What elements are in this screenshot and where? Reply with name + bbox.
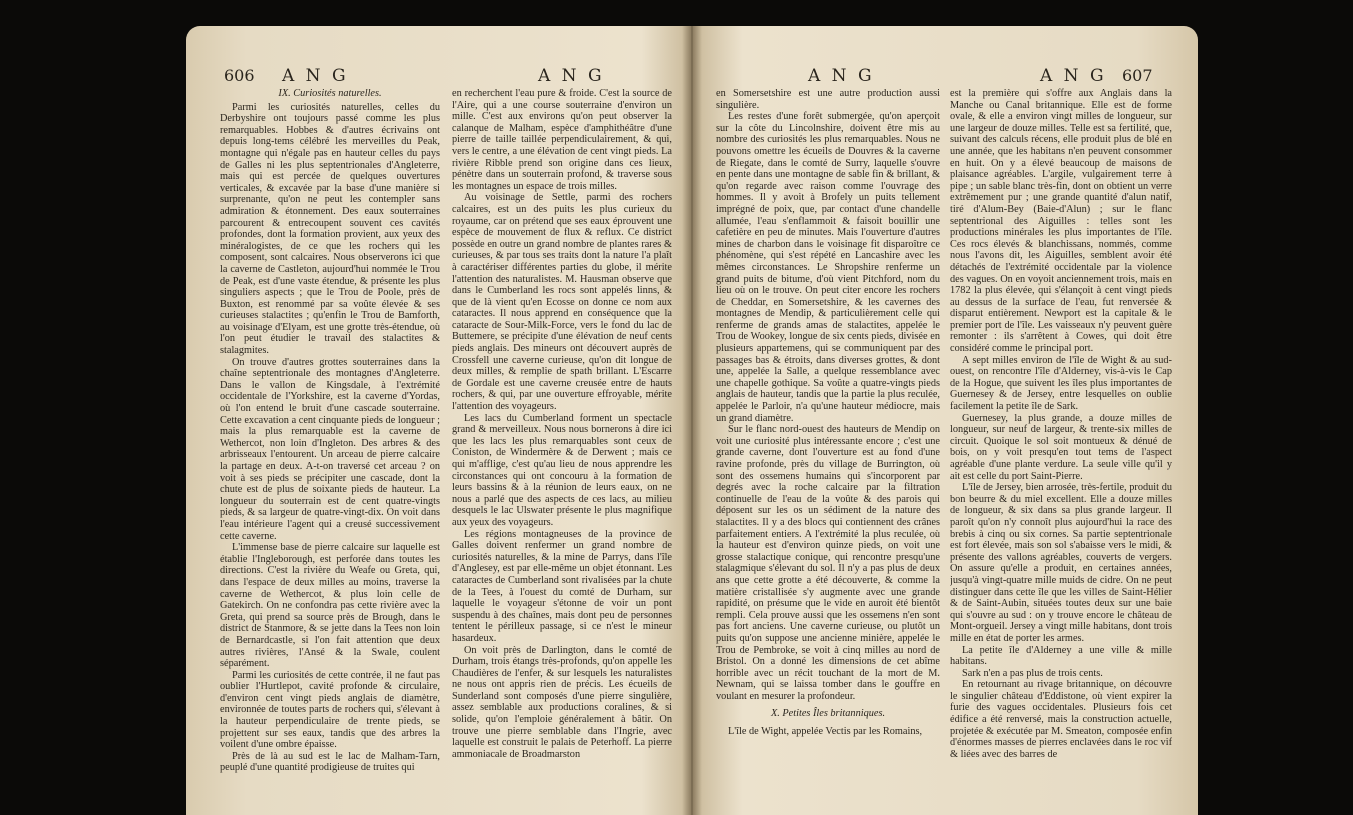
paragraph: Parmi les curiosités naturelles, celles du Derbyshire ont toujours passé comme les plus remarquables. Hobbes & d'autres écrivains ont depuis long-tems célébré les merveilles du Peak, montagne qui n'égale pas en hauteur celles du pays de Galles ni les plus septentrionales d'Angleterre, mais qui est percée de quelques ouvertures verticales, & excavée par la base d'une manière si surprenante, qu'on ne peut les contempler sans admiration & étonnement. Des eaux souterraines parcourent & entrecoupent souvent ces cavités profondes, dont la formation provient, aux yeux des minéralogistes, de ce que les rochers qui les composent, sont calcaires. Nous observerons ici que la caverne de Castleton, aujourd'hui nommée le Trou de Peak, est d'une vaste étendue, & présente les plus singuliers aspects ; que le Trou de Poole, près de Buxton, est renommé par sa voûte élevée & ses curieuses stalactites ; qu'enfin le Trou de Bamforth, au voisinage d'Elyam, est une grotte très-étendue, où l'on peut étudier le travail des stalactites & stalagmites. — [220, 101, 440, 357]
paragraph: est la première qui s'offre aux Anglais dans la Manche ou Canal britannique. Elle est de forme ovale, & elle a environ vingt milles de longueur, sur une largeur de douze milles. Telle est sa fertilité, que, suivant des calculs récens, elle produit plus de blé en une année, que les habitans n'en peuvent consommer en huit. On y a élevé beaucoup de maisons de plaisance agréables. L'argile, vulgairement terre à pipe ; un sable blanc très-fin, dont on obtient un verre extrêmement pur ; une grande quantité d'alun natif, tiré d'Alum-Bey (Baie-d'Alun) ; sur le flanc septentrional des Aiguilles : telles sont les productions minérales les plus importantes de l'île. Ces rocs élevés & blanchissans, nommés, comme nous l'avons dit, les Aiguilles, semblent avoir été détachés de l'extrémité occidentale par la violence des vagues. On en voyoit anciennement trois, mais en 1782 la plus élevée, qui s'élançoit à cent vingt pieds au dessus de la surface de l'eau, fut renversée & disparut entièrement. Newport est la capitale & le premier port de l'île. Les vaisseaux n'y peuvent guère remonter : ils s'arrêtent à Cowes, qui doit être considéré comme le principal port. — [950, 88, 1172, 355]
paragraph: En retournant au rivage britannique, on découvre le singulier château d'Eddistone, où vient expirer la furie des vagues occidentales. Plusieurs fois cet édifice a été renversé, mais la construction actuelle, projetée & exécutée par M. Smeaton, composée enfin d'énormes masses de pierres enclavées dans le roc vif & liées avec des barres de — [950, 679, 1172, 760]
right-page — [692, 26, 1198, 815]
right-column-1 — [716, 88, 940, 793]
paragraph: On trouve d'autres grottes souterraines dans la chaîne septentrionale des montagnes d'Angleterre. Dans le vallon de Kingsdale, à l'extrémité occidentale de l'Yorkshire, est la caverne d'Yordas, où l'on entend le bruit d'une cascade souterraine. Cette excavation a cent cinquante pieds de longueur ; mais la plus remarquable est la caverne de Wethercot, non loin d'Ingleton. Des arbres & des arbrisseaux l'entourent. Un arceau de pierre calcaire la partage en deux. A-t-on traversé cet arceau ? on voit à ses pieds se précipiter une cascade, dont la chute est de plus de soixante pieds de hauteur. La longueur du souterrain est de cent quatre-vingts pieds, & sa largeur de quatre-vingt-dix. On voit dans l'eau intérieure l'agent qui a creusé successivement cette caverne. — [220, 356, 440, 542]
paragraph: Les lacs du Cumberland forment un spectacle grand & merveilleux. Nous nous bornerons à dire ici que les lacs les plus remarquables sont ceux de Coniston, de Windermère & de Derwent ; mais ce qui m'afflige, c'est qu'au lieu de nous apprendre les circonstances qui ont concouru à la formation de leurs bassins & à la réunion de leurs eaux, on ne nous a parlé que des aspects de ces lacs, au milieu desquels le lac Ulswater présente le plus magnifique aux yeux des voyageurs. — [452, 412, 672, 528]
paragraph: Les restes d'une forêt submergée, qu'on aperçoit sur la côte du Lincolnshire, doivent être mis au nombre des curiosités les plus remarquables. Nous ne pouvons omettre les écueils de Douvres & la caverne de Riegate, dans le comté de Surry, laquelle s'ouvre en pente dans une montagne de sable fin & brillant, & qu'on regarde avec raison comme l'ouvrage des hommes. Il y avoit à Brofely un puits tellement imprégné de poix, que, par contact d'une chandelle allumée, l'eau s'enflammoit & faisoit bouillir une cafetière en peu de minutes. Mais l'ouverture d'autres mines de charbon dans le voisinage fit disparoître ce phénomène, qui s'est répété en Lancashire avec les mêmes circonstances. Le Shropshire renferme un grand puits de bitume, d'où vient Pitchford, nom du lieu où on le trouve. On peut citer encore les rochers de Cheddar, en Somersetshire, & les cavernes des montagnes de Mendip, & particulièrement celle qui renferme de grands amas de stalactites, appelée le Trou de Wookey, longue de six cents pieds, divisée en plusieurs appartemens, qui se communiquent par des passages bas & étroits, dans diverses grottes, & dont une, appelée la Salle, a quelque ressemblance avec une chapelle gothique. Sa voûte a quatre-vingts pieds anglais de hauteur, tandis que la partie la plus reculée, appelée le Parloir, n'a qu'une hauteur médiocre, mais un grand diamètre. — [716, 111, 940, 424]
paragraph: La petite île d'Alderney a une ville & mille habitans. — [950, 644, 1172, 668]
right-running-head-col2: A N G — [1040, 66, 1107, 86]
section-heading: IX. Curiosités naturelles. — [278, 88, 382, 99]
right-column-2 — [950, 88, 1172, 793]
right-page-number: 607 — [1122, 66, 1153, 85]
left-running-head-col1: A N G — [282, 66, 349, 86]
paragraph: Près de là au sud est le lac de Malham-Tarn, peuplé d'une quantité prodigieuse de truites qui — [220, 750, 440, 774]
paragraph: A sept milles environ de l'île de Wight & au sud-ouest, on rencontre l'île d'Alderney, vis-à-vis le Cap de la Hogue, que suivent les îles plus importantes de Guernesey & de Jersey, entre lesquelles on oublie facilement la petite île de Sark. — [950, 354, 1172, 413]
paragraph: Au voisinage de Settle, parmi des rochers calcaires, est un des puits les plus curieux du royaume, car on prétend que ses eaux éprouvent une espèce de mouvement de flux & reflux. Ce district possède en outre un grand nombre de plantes rares & curieuses, & par tous ses traits dont la nature l'a plaît à caractériser différentes parties du globe, il mérite l'attention des naturalistes. M. Hausman observe que dans le Cumberland les rocs sont appelés linns, & que de là vient qu'en Ecosse on donne ce nom aux cataractes. Il nous apprend en conséquence que la cataracte de Sour-Milk-Force, vers le fond du lac de Buttemere, se précipite d'une élévation de neuf cents pieds anglais. Des mineurs ont découvert auprès de Crossfell une caverne curieuse, qu'on dit longue de deux milles, & remplie de spath brillant. L'Escarre de Gordale est une caverne creusée entre de hauts rochers, & qui, par une ouverture effroyable, mérite l'attention des voyageurs. — [452, 192, 672, 413]
left-page-number: 606 — [224, 66, 255, 85]
paragraph: en recherchent l'eau pure & froide. C'est la source de l'Aire, qui a une course souterraine d'environ un mille. C'est aux environs qu'on peut observer la calanque de Malham, espèce d'amphithéâtre d'une pierre de taille taillée perpendiculairement, & qui, vers le centre, a une élévation de cent vingt pieds. La rivière Ribble prend son origine dans ces lieux, pénètre dans un souterrain profond, & traverse sous les montagnes un espace de trois milles. — [452, 88, 672, 192]
left-page — [186, 26, 692, 815]
subsection-heading: X. Petites Îles britanniques. — [770, 708, 886, 720]
paragraph: L'île de Jersey, bien arrosée, très-fertile, produit du bon beurre & du miel excellent. Elle a douze milles de longueur, & six dans sa plus grande largeur. Il paroît qu'on n'y connoît plus aujourd'hui la race des brebis à cinq ou six cornes. Sa partie septentrionale est fort élevée, mais son sol s'abaisse vers le midi, & présente des vallons agréables, couverts de vergers. On assure qu'elle a produit, en certaines années, jusqu'à vingt-quatre mille muids de cidre. On ne peut distinguer dans cette île que les villes de Saint-Hélier & de Saint-Aubin, situées toutes deux sur une baie qui s'ouvre au sud : on y trouve encore le château de Mont-orgueil. Jersey a vingt mille habitans, dont trois mille en état de porter les armes. — [950, 482, 1172, 644]
paragraph: On voit près de Darlington, dans le comté de Durham, trois étangs très-profonds, qu'on appelle les Chaudières de l'enfer, & sur lesquels les naturalistes ne nous ont appris rien de précis. Les écueils de Sunderland sont composés d'une pierre singulière, assez semblable aux productions coralines, & si solide, qu'on l'emploie généralement à bâtir. On trouve une pierre semblable dans l'Ingrie, avec laquelle est construit le palais de Peterhoff. La pierre ammoniacale de Broadmarston — [452, 644, 672, 760]
paragraph: Guernesey, la plus grande, a douze milles de longueur, sur neuf de largeur, & trente-six milles de circuit. Quoique le sol soit montueux & dénué de bois, on y voit presqu'en tout tems de l'aspect agréable d'une plante verdure. La seule ville qu'il y ait est celle du port Saint-Pierre. — [950, 412, 1172, 482]
paragraph: Sark n'en a pas plus de trois cents. — [962, 667, 1103, 679]
paragraph: Parmi les curiosités de cette contrée, il ne faut pas oublier l'Hurtlepot, cavité profonde & circulaire, d'environ cent vingt pieds anglais de diamètre, environnée de toutes parts de rochers qui, s'élevant à la hauteur perpendiculaire de trente pieds, se projettent sur ses eaux, tandis que des arbres la voilent d'une ombre épaisse. — [220, 669, 440, 751]
right-running-head-col1: A N G — [808, 66, 875, 86]
left-column-2 — [452, 88, 672, 793]
left-running-head-col2: A N G — [538, 66, 605, 86]
paragraph: L'île de Wight, appelée Vectis par les Romains, — [728, 726, 923, 738]
paragraph: en Somersetshire est une autre production aussi singulière. — [716, 88, 940, 111]
left-column-1 — [220, 88, 440, 793]
paragraph: L'immense base de pierre calcaire sur laquelle est établie l'Ingleborough, est perforée dans toutes les directions. C'est la rivière du Weafe ou Greta, qui, dans l'espace de deux milles au moins, traverse la caverne de Wethercot, & plus loin celle de Gatekirch. On ne confondra pas cette rivière avec la Greta, qui prend sa source près de Brough, dans le district de Stanmore, & se jette dans la Tees non loin de Bernardcastle, si l'on fait attention que deux autres rivières, l'Ansé & la Swale, coulent séparément. — [220, 542, 440, 670]
paragraph: Sur le flanc nord-ouest des hauteurs de Mendip on voit une curiosité plus intéressante encore ; c'est une grande caverne, dont l'ouverture est au fond d'une ravine profonde, près du village de Burrington, où sont des ossemens humains qui s'incorporent par degrés avec la roche calcaire par la filtration continuelle de l'eau de la voûte & des parois qui déposent sur les os un sédiment de la nature des stalactites. Il y a des blocs qui contiennent des crânes parfaitement entiers. A l'extrémité la plus reculée, où la hauteur est d'environ quinze pieds, on voit une grosse stalactique conique, qui rencontre presqu'une stalagmique s'élevant du sol. Il n'y a pas plus de deux ans que cette grotte a été découverte, & comme la matière cristallisée s'y augmente avec une grande rapidité, on présume que le vide en auroit été bientôt rempli. Cela prouve aussi que les ossemens n'en sont pas fort anciens. Une caverne curieuse, ou plutôt un puits qu'on suppose une ancienne minière, appelée le Trou de Pembroke, se voit à cinq milles au nord de Bristol. On a donné les dimensions de cet abîme horrible avec un récit touchant de la mort de M. Newnam, qui se laissa tomber dans le gouffre en voulant en mesurer la profondeur. — [716, 424, 940, 702]
paragraph: Les régions montagneuses de la province de Galles doivent renfermer un grand nombre de curiosités naturelles, & la mine de Parrys, dans l'île d'Anglesey, est par elle-même un objet étonnant. Les cataractes de Cumberland sont rivalisées par la chute de la Tees, à l'ouest du comté de Durham, sur laquelle le voyageur s'étonne de voir un pont suspendu à des chaînes, mais dont peu de personnes tentent le périlleux passage, si ce n'est le mineur hasardeux. — [452, 528, 672, 644]
